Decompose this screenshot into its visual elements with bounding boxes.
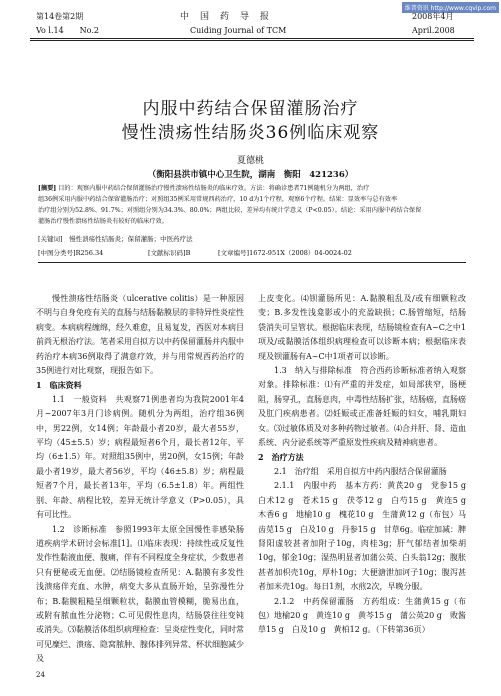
document-code: [文献标识码]B xyxy=(148,249,191,257)
issue-en: Vo l.14 No.2 xyxy=(36,26,99,35)
affiliation: （衡阳县洪市镇中心卫生院，湖南 衡阳 421236） xyxy=(147,170,354,180)
section-heading-clinical-data: 1 临床资料 xyxy=(36,380,82,391)
section-heading-treatment: 2 治疗方法 xyxy=(258,452,304,463)
left-column xyxy=(36,292,244,667)
abstract-line: 灌肠治疗慢性溃疡性结肠炎有较好的临床疗效。 xyxy=(38,218,168,225)
general-data-paragraph: 1.1 一般资料 共观察71例患者均为我院2001年4月~2007年3月门诊病例。随机分为两组，治疗组36例中，男22例，女14例；年龄最小者20岁，最大者55岁，平均（45±5.5）岁；病程最短者6个月，最长者12年，平均（6±1.5）年。对照组35例中，男20例，女15例；年龄最小者19岁，最大者56岁，平均（46±5.8）岁；病程最短者7个月，最长者13年，平均（6.5±1.8）年。两组性别、年龄、病程比较，差异无统计学意义（P>0.05），具有可比性。 xyxy=(36,394,244,520)
date-en: April.2008 xyxy=(412,26,455,35)
right-column xyxy=(258,292,474,638)
clc-number: [中图分类号]R256.34 xyxy=(38,249,104,257)
page-number: 24 xyxy=(36,671,45,679)
intro-paragraph: 慢性溃疡性结肠炎（ulcerative colitis）是一种原因不明与自身免疫有关的直肠与结肠黏膜层的非特异性炎症性病变。本病病程缠绵，经久难愈，且易复发，西医对本病目前尚无根治疗法。笔者采用自拟方以中药保留灌肠并内服中药治疗本病36例取得了满意疗效，并与用常规西药治疗的35例进行对比观察，现报告如下。 xyxy=(36,294,244,376)
abstract-line: 组36例采用内服中药结合保留灌肠治疗；对照组35例采用常规西药治疗，10 d为1个疗程，观察6个疗程。结果：显效率与总有效率 xyxy=(38,196,398,203)
issue-cn: 第14卷第2期 xyxy=(36,12,84,21)
abstract-label: [摘要] xyxy=(38,185,57,192)
journal-title-en: Cuiding Journal of TCM xyxy=(190,26,287,35)
diagnostic-criteria-paragraph: 1.2 诊断标准 参照1993年太原全国慢性非感染肠道疾病学术研讨会标准[1]。⑴临床表现：持续性或反复性发作性黏液血便、腹痛，伴有不同程度全身症状，少数患者只有便秘或无血便。⑵结肠镜检查所见：A.黏膜有多发性浅溃疡伴充血、水肿，病变大多从直肠开始，呈弥漫性分布；B.黏膜粗糙呈细颗粒状，黏膜血管模糊，脆易出血，或附有脓血性分泌物；C.可见假性息肉，结肠袋往往变钝或消失。⑶黏膜活体组织病理检查：呈炎症性变化，同时常可见糜烂、溃疡、隐窝脓肿、腺体排列异常、杯状细胞减少及 xyxy=(36,524,244,664)
article-title-line2: 慢性溃疡性结肠炎36例临床观察 xyxy=(121,123,380,143)
inclusion-exclusion-paragraph: 1.3 纳入与排除标准 符合西药诊断标准者纳入观察对象。排除标准：⑴有严重的并发症，如局部狭窄，肠梗阻，肠穿孔，直肠息肉，中毒性结肠扩张，结肠癌，直肠癌及肛门疾病患者。⑵妊娠或正准备妊娠的妇女，哺乳期妇女。⑶过敏体质及对多种药物过敏者。⑷合并肝、肾、造血系统、内分泌系统等严重原发性疾病及精神病患者。 xyxy=(258,366,466,448)
abstract xyxy=(38,183,466,227)
header-rule-bottom xyxy=(30,40,474,41)
keywords: [关键词] 慢性溃疡性结肠炎；保留灌肠；中医药疗法 xyxy=(38,235,193,243)
date-cn: 2008年4月 xyxy=(412,12,454,21)
abstract-line xyxy=(38,183,466,194)
author: 夏德桃 xyxy=(236,156,264,166)
barium-findings-paragraph: 上皮变化。⑷钡灌肠所见：A.黏膜粗乱及/或有细颗粒改变；B.多发性浅龛影或小的充盈缺损；C.肠管缩短，结肠袋消失可呈管状。根据临床表现，结肠镜检查有A~C之中1项及/或黏膜活体组织病理检查可以诊断本病；根据临床表现及钡灌肠有A~C中1项者可以诊断。 xyxy=(258,294,466,361)
journal-title-cn: 中 国 药 导 报 xyxy=(180,12,271,22)
enema-paragraph: 2.1.2 中药保留灌肠 方药组成：生蒲黄15 g（布包）地榆20 g 黄连10 g 黄芩15 g 蒲公英20 g 败酱草15 g 白及10 g 黄柏12 g。（下转第36页） xyxy=(258,596,466,635)
header-rule-top xyxy=(30,38,474,39)
source-badge[interactable]: 维普资讯 http://www.cqvip.com xyxy=(402,2,499,13)
abstract-divider xyxy=(38,262,466,263)
abstract-text: 目的：观察内服中药结合保留灌肠治疗慢性溃疡性结肠炎的临床疗效。方法：将确诊患者71例随机分为两组，治疗 xyxy=(58,185,370,192)
treatment-group-paragraph: 2.1 治疗组 采用自拟方中药内服结合保留灌肠 xyxy=(274,466,447,476)
oral-medicine-paragraph: 2.1.1 内服中药 基本方药：黄芪20 g 党参15 g 白术12 g 苍术15 g 茯苓12 g 白芍15 g 黄连5 g 木香6 g 地榆10 g 槐花10 g 生蒲黄12 g（布包）马齿苋15 g 白及10 g 丹参15 g 甘草6g。临症加减：脾肾阳虚较甚者加附子10g，肉桂3g；肝气郁结者加柴胡10g，郁金10g；湿热明显者加蒲公英、白头翁12g；腹胀甚者加枳壳10g，厚朴10g；大便溏泄加诃子10g；腹泻甚者加米壳10g。每日1剂，水煎2次，早晚分服。 xyxy=(258,481,474,592)
abstract-line: 治疗组分别为52.8%、91.7%；对照组分别为34.3%、80.0%；两组比较，差异均有统计学意义（P<0.05）。结论：采用内服中药结合保留 xyxy=(38,207,422,214)
article-title-line1: 内服中药结合保留灌肠治疗 xyxy=(142,99,359,119)
article-number: [文章编号]1672-951X（2008）04-0024-02 xyxy=(218,249,352,257)
